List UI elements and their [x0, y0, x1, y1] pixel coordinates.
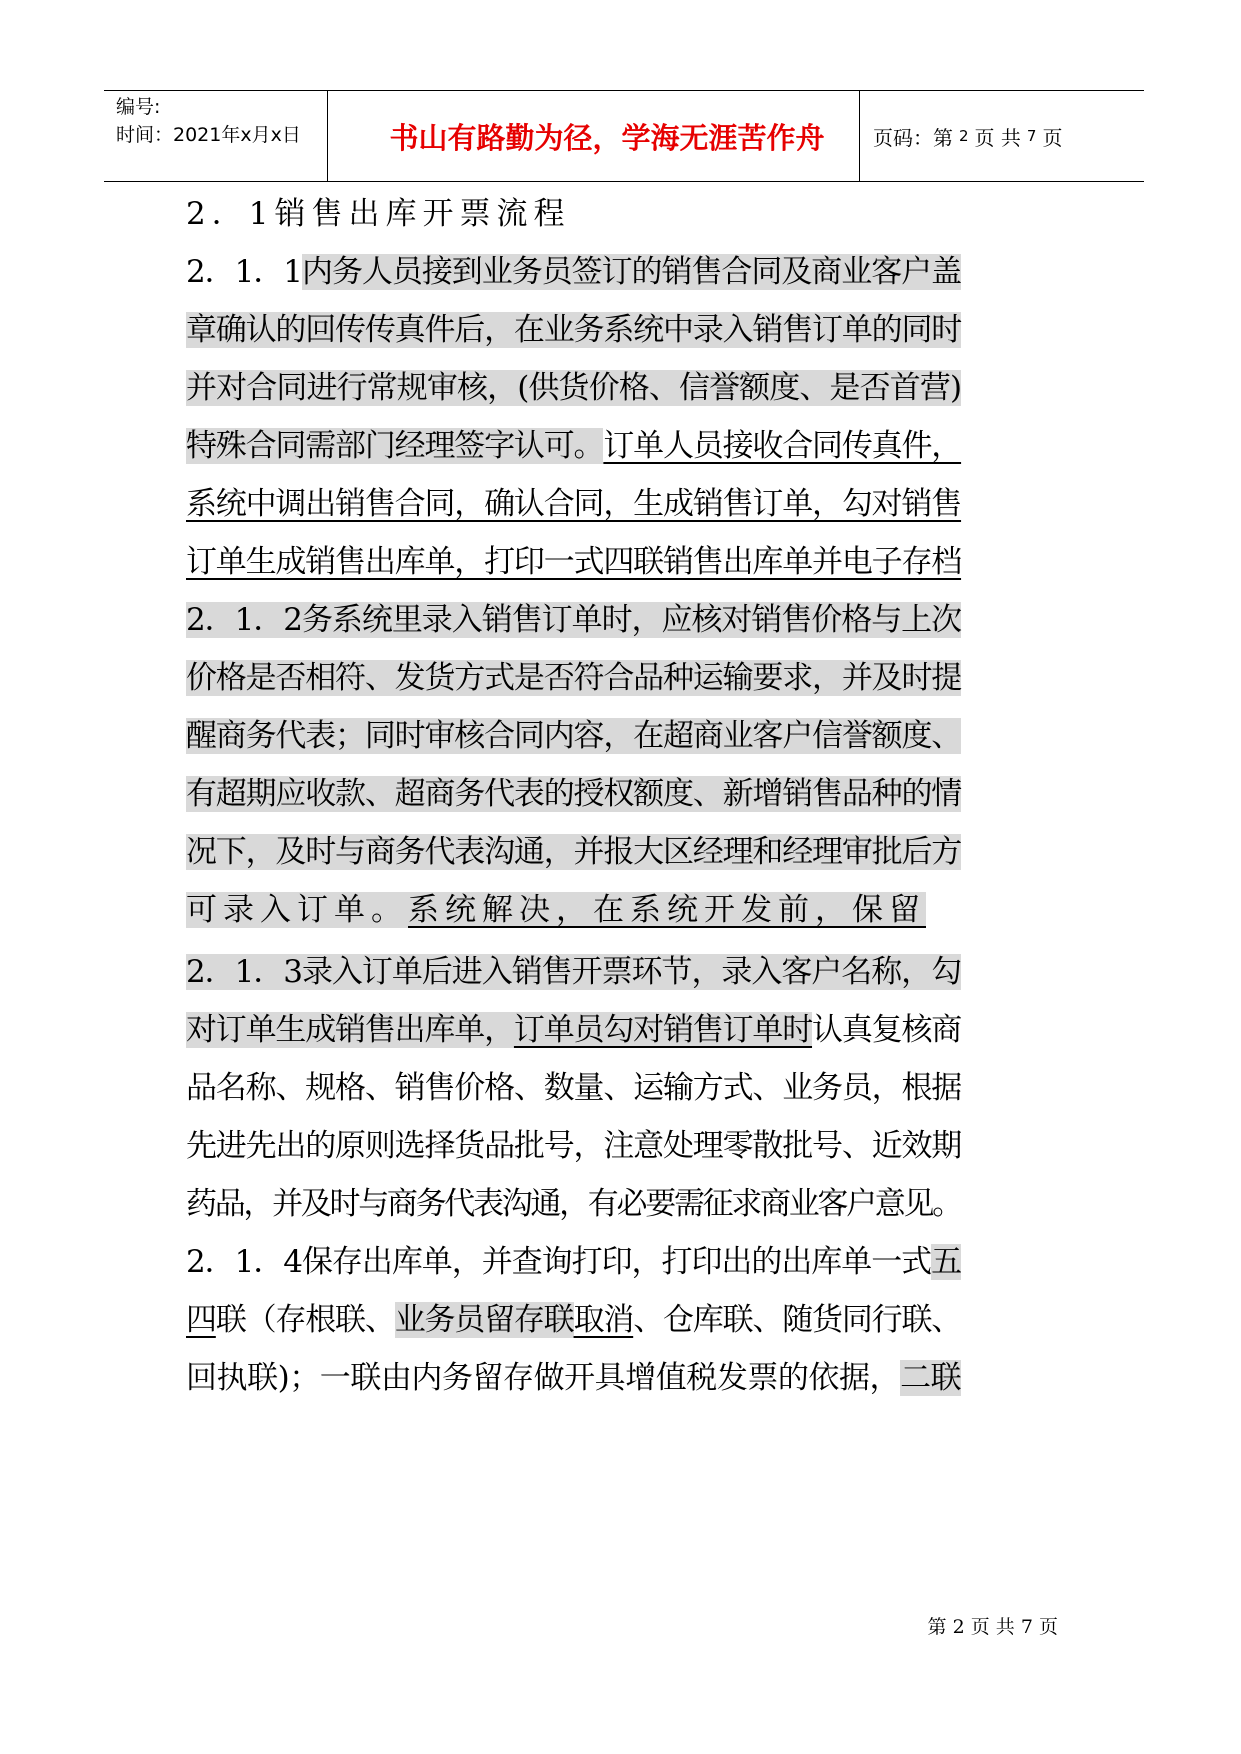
page-footer [0, 1612, 1058, 1639]
page-prefix: 页码：第 [873, 125, 953, 150]
text-segment: 先进先出的原则选择货品批号，注意处理零散批号、近效期 [186, 1128, 962, 1164]
text-segment: 2．1．3录入订单后进入销售开票环节，录入客户名称，勾 [186, 954, 962, 990]
text-line [186, 478, 961, 530]
text-segment: 、仓库联、随货同行联、 [633, 1302, 962, 1338]
text-line [186, 768, 961, 820]
text-segment: 订单生成销售出库单，打印一式四联销售出库单并电子存档 [186, 544, 962, 580]
header-page-number [859, 91, 1129, 181]
text-segment: 可录入订单。 [186, 892, 408, 928]
text-line [186, 420, 961, 472]
text-segment: 况下，及时与商务代表沟通，并报大区经理和经理审批后方 [186, 834, 962, 870]
header-motto: 书山有路勤为径，学海无涯苦作舟 [389, 120, 825, 155]
text-line [186, 1004, 961, 1056]
page-total: 7 [1026, 127, 1037, 145]
text-line [186, 246, 961, 298]
text-segment: 订单员勾对销售订单时 [513, 1012, 813, 1048]
text-segment: 认真复核商 [812, 1012, 962, 1048]
text-line [186, 1062, 961, 1114]
text-line [186, 946, 961, 998]
text-line [186, 536, 961, 588]
text-segment: 二联 [900, 1360, 962, 1396]
footer-page-total: 7 [1020, 1616, 1033, 1638]
time-label: 时间：2021年x月x日 [116, 124, 301, 146]
text-line [186, 594, 961, 646]
page-current: 2 [959, 127, 969, 145]
serial-label: 编号: [116, 96, 161, 118]
text-segment: 2．1．1 [186, 254, 302, 290]
footer-page-current: 2 [952, 1616, 965, 1638]
text-segment: 业务员留存联 [394, 1302, 574, 1338]
text-line [186, 652, 961, 704]
text-segment: 章确认的回传传真件后，在业务系统中录入销售订单的同时 [186, 312, 962, 348]
header-divider-left [327, 91, 328, 181]
text-line [186, 1294, 961, 1346]
text-line [186, 826, 961, 878]
text-segment: 特殊合同需部门经理签字认可。 [186, 428, 604, 464]
text-segment: 订单人员接收合同传真件， [603, 428, 962, 464]
text-segment: 联（存根联、 [215, 1302, 395, 1338]
text-segment: 系统中调出销售合同，确认合同，生成销售订单，勾对销售 [186, 486, 962, 522]
text-line [186, 362, 961, 414]
text-line [186, 1178, 961, 1230]
text-segment: 系统解决，在系统开发前，保留 [408, 892, 926, 928]
text-segment: 2．1．4保存出库单，并查询打印，打印出的出库单一式 [186, 1244, 932, 1280]
text-segment: 并对合同进行常规审核，(供货价格、信誉额度、是否首营) [186, 370, 962, 406]
text-line [186, 1120, 961, 1172]
text-segment: 价格是否相符、发货方式是否符合品种运输要求，并及时提 [186, 660, 962, 696]
text-segment: 醒商务代表；同时审核合同内容，在超商业客户信誉额度、 [186, 718, 962, 754]
text-segment: 对订单生成销售出库单， [186, 1012, 514, 1048]
text-segment: 五 [931, 1244, 962, 1280]
text-line [186, 884, 926, 936]
text-line [186, 188, 570, 240]
text-segment: 2．1．2务系统里录入销售订单时，应核对销售价格与上次 [186, 602, 962, 638]
text-segment: 取消 [573, 1302, 634, 1338]
text-segment: 2．1销售出库开票流程 [186, 196, 571, 232]
text-segment: 有超期应收款、超商务代表的授权额度、新增销售品种的情 [186, 776, 962, 812]
text-segment: 回执联)；一联由内务留存做开具增值税发票的依据， [186, 1360, 901, 1396]
text-line [186, 304, 961, 356]
page-suffix: 页 [1042, 125, 1063, 150]
text-line [186, 710, 961, 762]
footer-page-prefix: 第 [927, 1616, 947, 1638]
text-segment: 药品，并及时与商务代表沟通，有必要需征求商业客户意见。 [186, 1186, 961, 1222]
page-header [104, 90, 1144, 182]
footer-page-mid: 页 共 [970, 1616, 1015, 1638]
footer-page-suffix: 页 [1038, 1616, 1058, 1638]
text-segment: 品名称、规格、销售价格、数量、运输方式、业务员，根据 [186, 1070, 962, 1106]
text-line [186, 1236, 961, 1288]
text-segment: 内务人员接到业务员签订的销售合同及商业客户盖 [301, 254, 962, 290]
text-line [186, 1352, 961, 1404]
text-segment: 四 [186, 1302, 216, 1338]
page-mid: 页 共 [974, 125, 1021, 150]
